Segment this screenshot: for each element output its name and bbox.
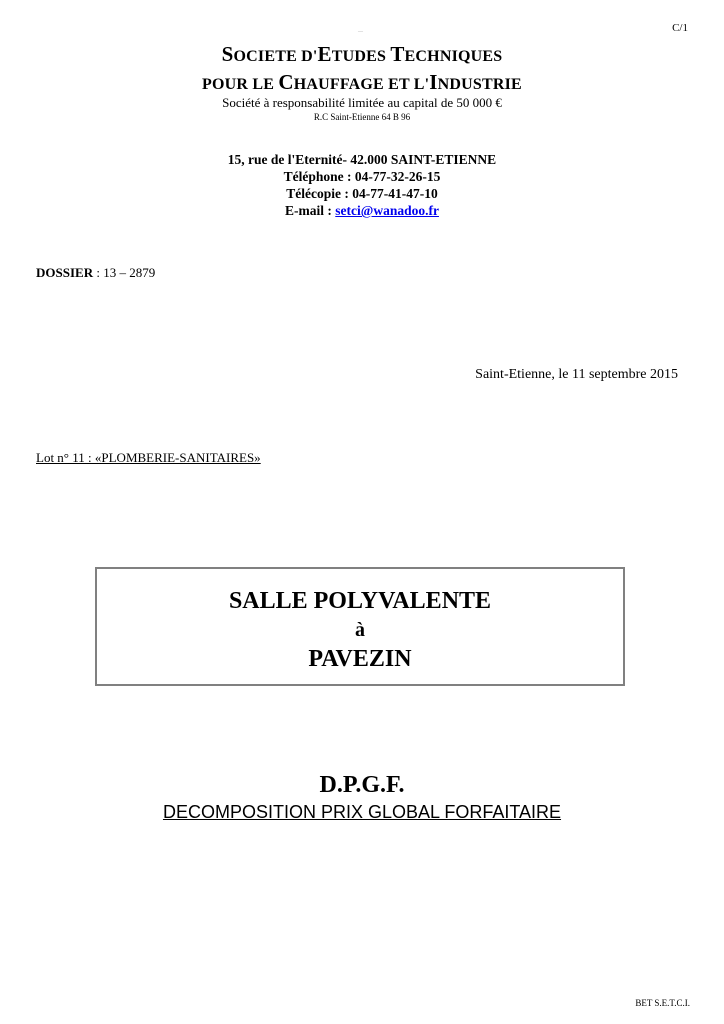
email-link[interactable]: setci@wanadoo.fr: [335, 203, 439, 218]
lot-title: Lot n° 11 : «PLOMBERIE-SANITAIRES»: [36, 450, 261, 465]
company-email-line: [0, 203, 724, 219]
company-text: NDUSTRIE: [437, 76, 522, 93]
document-title: D.P.G.F.: [319, 772, 405, 798]
company-registration: R.C Saint-Etienne 64 B 96: [313, 112, 411, 122]
company-text: OCIETE D': [233, 48, 318, 65]
company-fax: Télécopie : 04-77-41-47-10: [286, 186, 438, 201]
document-date: Saint-Etienne, le 11 septembre 2015: [475, 367, 678, 382]
footer-company: BET S.E.T.C.I.: [635, 998, 690, 1008]
company-text: HAUFFAGE ET L': [293, 76, 430, 93]
company-legal-form: Société à responsabilité limitée au capital de 50 000 €: [222, 95, 502, 110]
email-label: E-mail :: [285, 203, 336, 218]
company-letter: E: [317, 42, 332, 66]
company-letter: I: [429, 70, 438, 94]
company-text: TUDES: [331, 48, 391, 65]
dossier-value: : 13 – 2879: [93, 265, 156, 280]
company-address: 15, rue de l'Eternité- 42.000 SAINT-ETIENNE: [227, 152, 497, 167]
project-name: SALLE POLYVALENTE: [228, 588, 492, 614]
company-phone: Téléphone : 04-77-32-26-15: [283, 169, 441, 184]
dossier-number: [36, 265, 155, 281]
company-letter: S: [221, 42, 234, 66]
project-location: PAVEZIN: [308, 646, 412, 672]
header-mark: —: [358, 30, 363, 35]
page-reference: C/1: [672, 22, 688, 34]
company-text: ECHNIQUES: [404, 48, 503, 65]
document-subtitle: DECOMPOSITION PRIX GLOBAL FORFAITAIRE: [162, 802, 562, 822]
dossier-label: DOSSIER: [36, 265, 94, 280]
company-name-line-1: [0, 42, 724, 67]
company-letter: T: [390, 42, 405, 66]
company-letter: C: [278, 70, 294, 94]
company-text: POUR LE: [202, 76, 279, 93]
company-name-line-2: [0, 70, 724, 95]
project-title-box: [95, 567, 625, 686]
project-preposition: à: [355, 619, 365, 641]
